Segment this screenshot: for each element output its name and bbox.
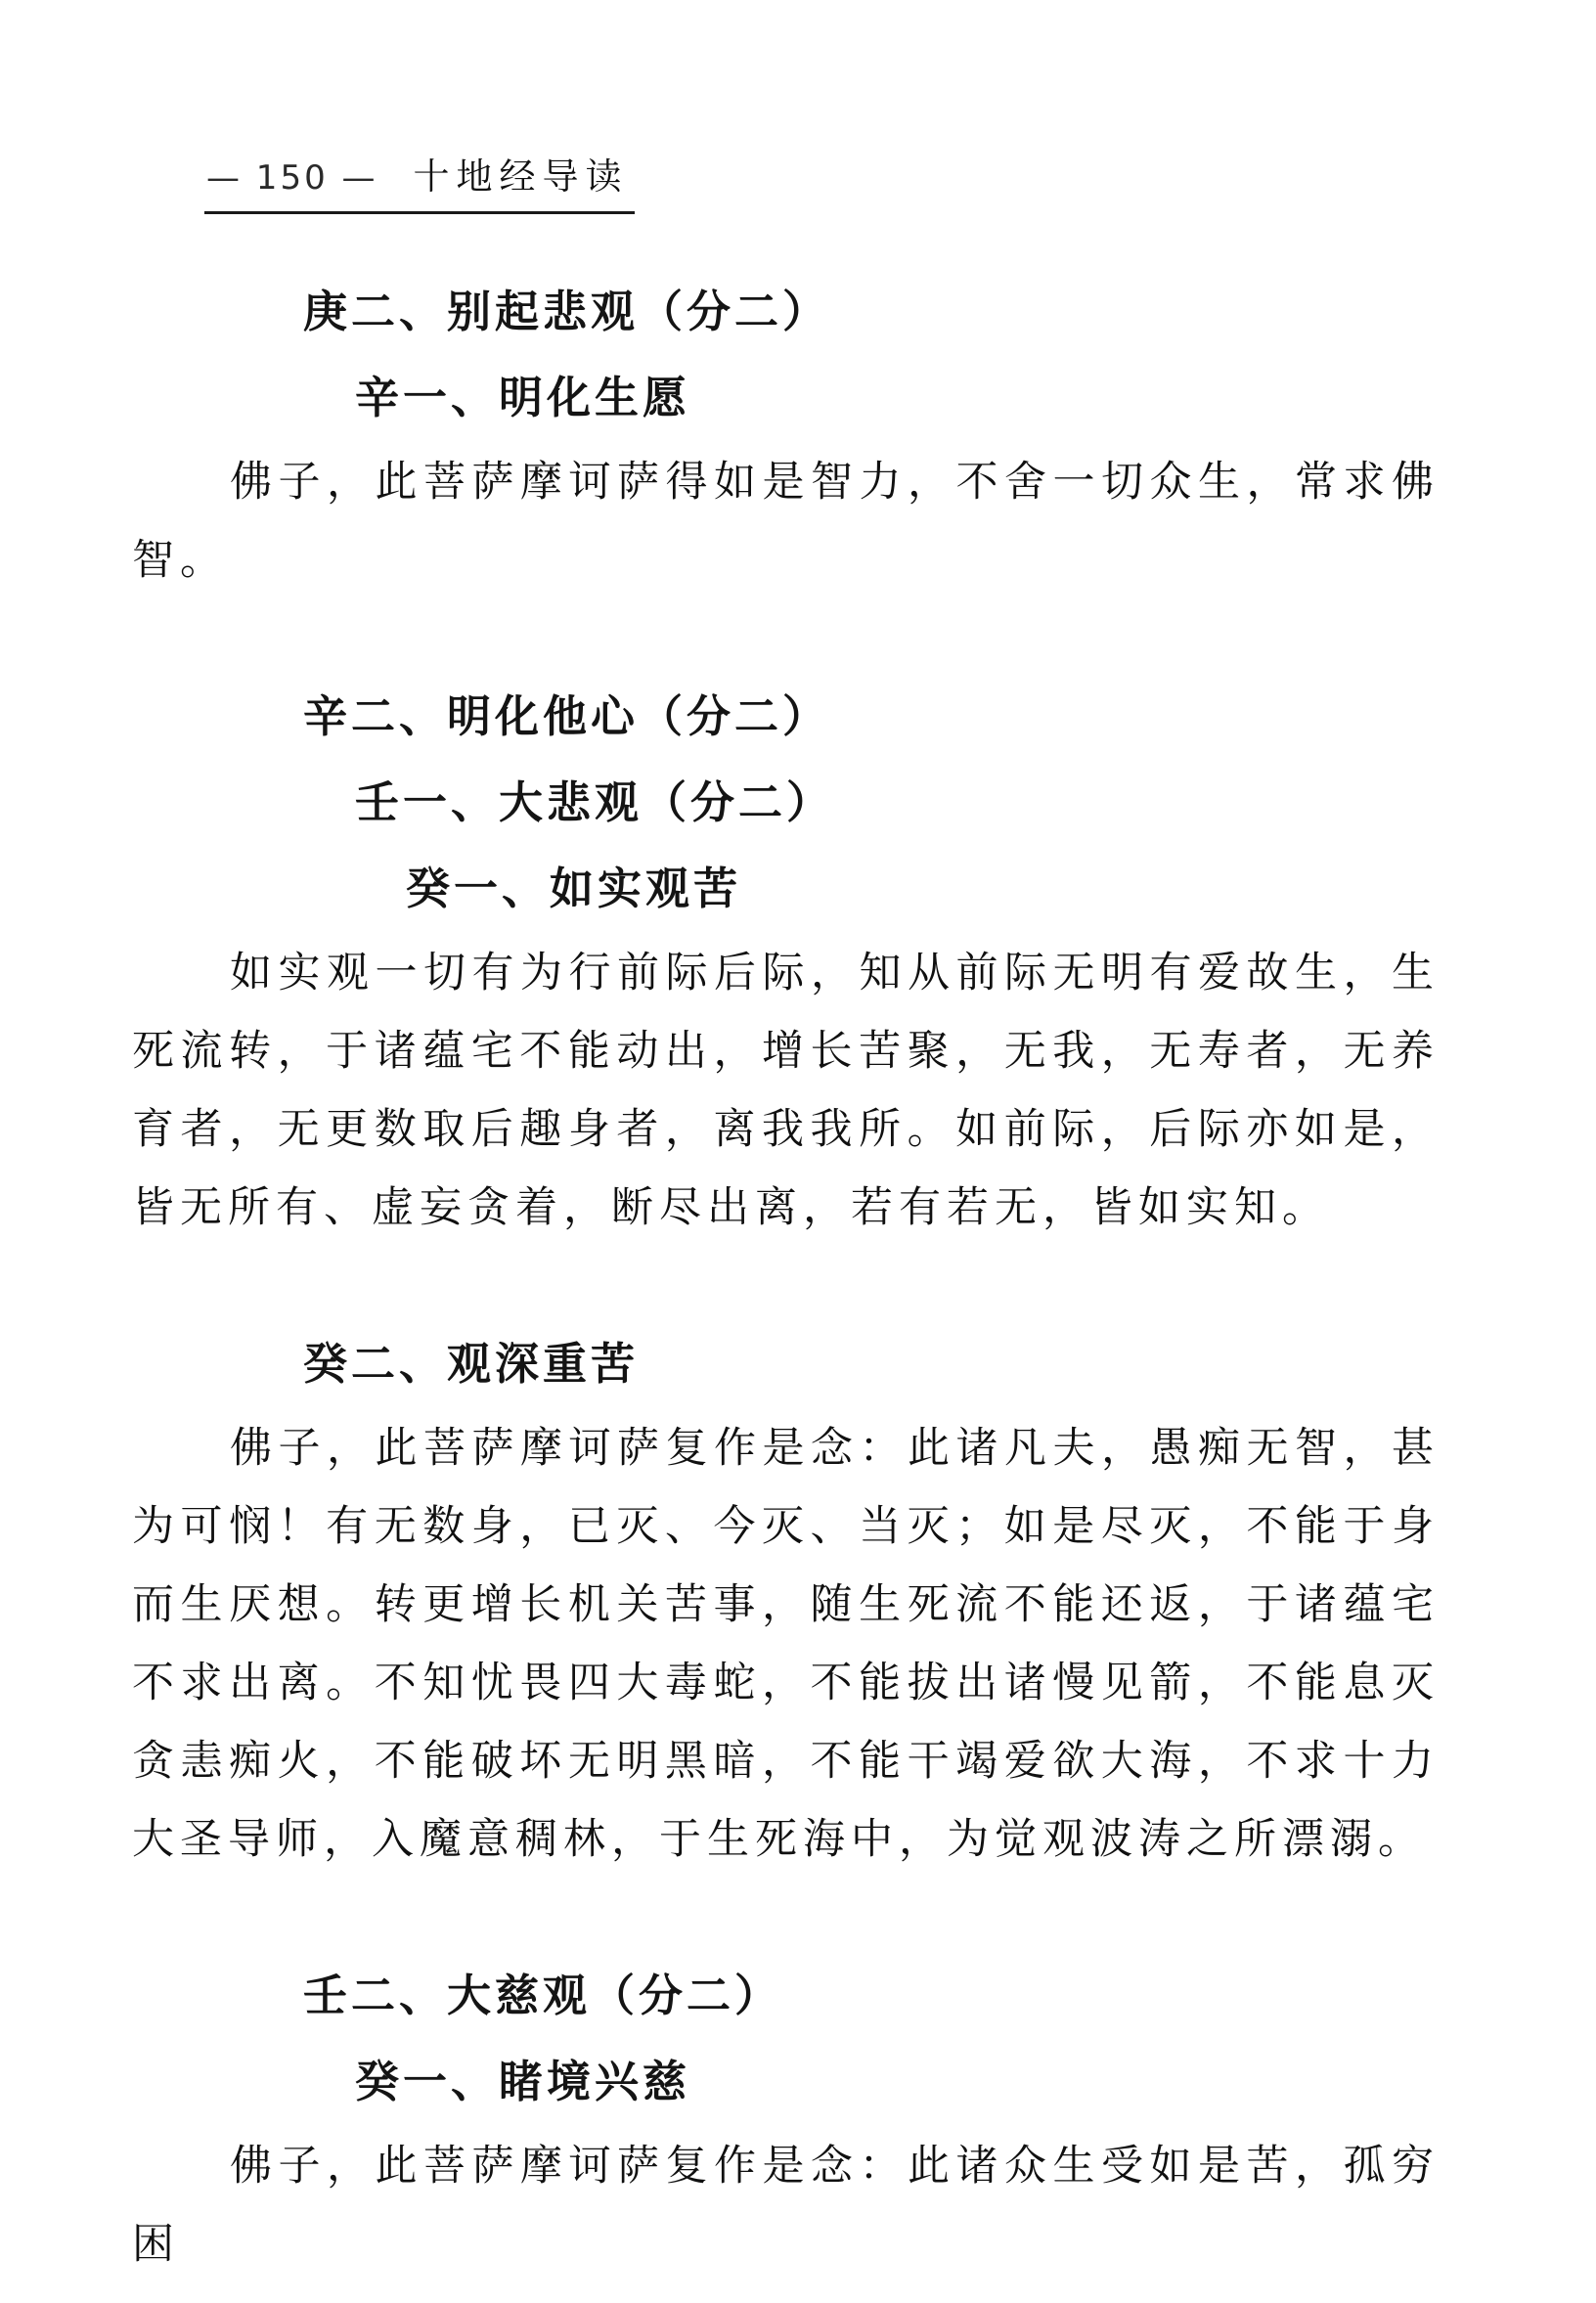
section-heading: 辛二、明化他心（分二） — [303, 690, 831, 742]
section-heading: 癸一、睹境兴慈 — [355, 2056, 691, 2107]
section-heading: 癸一、如实观苦 — [406, 863, 742, 914]
section-heading: 癸二、观深重苦 — [303, 1338, 640, 1390]
book-title: 十地经导读 — [413, 155, 629, 198]
body-paragraph: 佛子，此菩萨摩诃萨复作是念：此诸凡夫，愚痴无智，甚为可悯！有无数身，已灭、今灭、当灭；如是尽灭，不能于身而生厌想。转更增长机关苦事，随生死流不能还返，于诸蕴宅不求出离。不知忧畏四大毒蛇，不能拔出诸慢见箭，不能息灭贪恚痴火，不能破坏无明黑暗，不能干竭爱欲大海，不求十力大圣导师，入魔意稠林，于生死海中，为觉观波涛之所漂溺。 — [132, 1424, 1440, 1864]
body-paragraph: 如实观一切有为行前际后际，知从前际无明有爱故生，生死流转，于诸蕴宅不能动出，增长苦聚，无我，无寿者，无养育者，无更数取后趣身者，离我我所。如前际，后际亦如是，皆无所有、虚妄贪着，断尽出离，若有若无，皆如实知。 — [132, 949, 1440, 1232]
page-number: — 150 — — [206, 158, 378, 198]
page-header-rule — [204, 147, 635, 214]
section-heading: 壬一、大悲观（分二） — [355, 776, 835, 828]
section-heading: 辛一、明化生愿 — [355, 372, 691, 423]
page-header — [204, 147, 1440, 214]
body-paragraph: 佛子，此菩萨摩诃萨得如是智力，不舍一切众生，常求佛智。 — [132, 458, 1440, 585]
section-heading: 庚二、别起悲观（分二） — [303, 286, 831, 337]
page-content — [132, 273, 1440, 2283]
section-heading: 壬二、大慈观（分二） — [303, 1970, 783, 2021]
body-paragraph: 佛子，此菩萨摩诃萨复作是念：此诸众生受如是苦，孤穷困 — [132, 2142, 1440, 2269]
